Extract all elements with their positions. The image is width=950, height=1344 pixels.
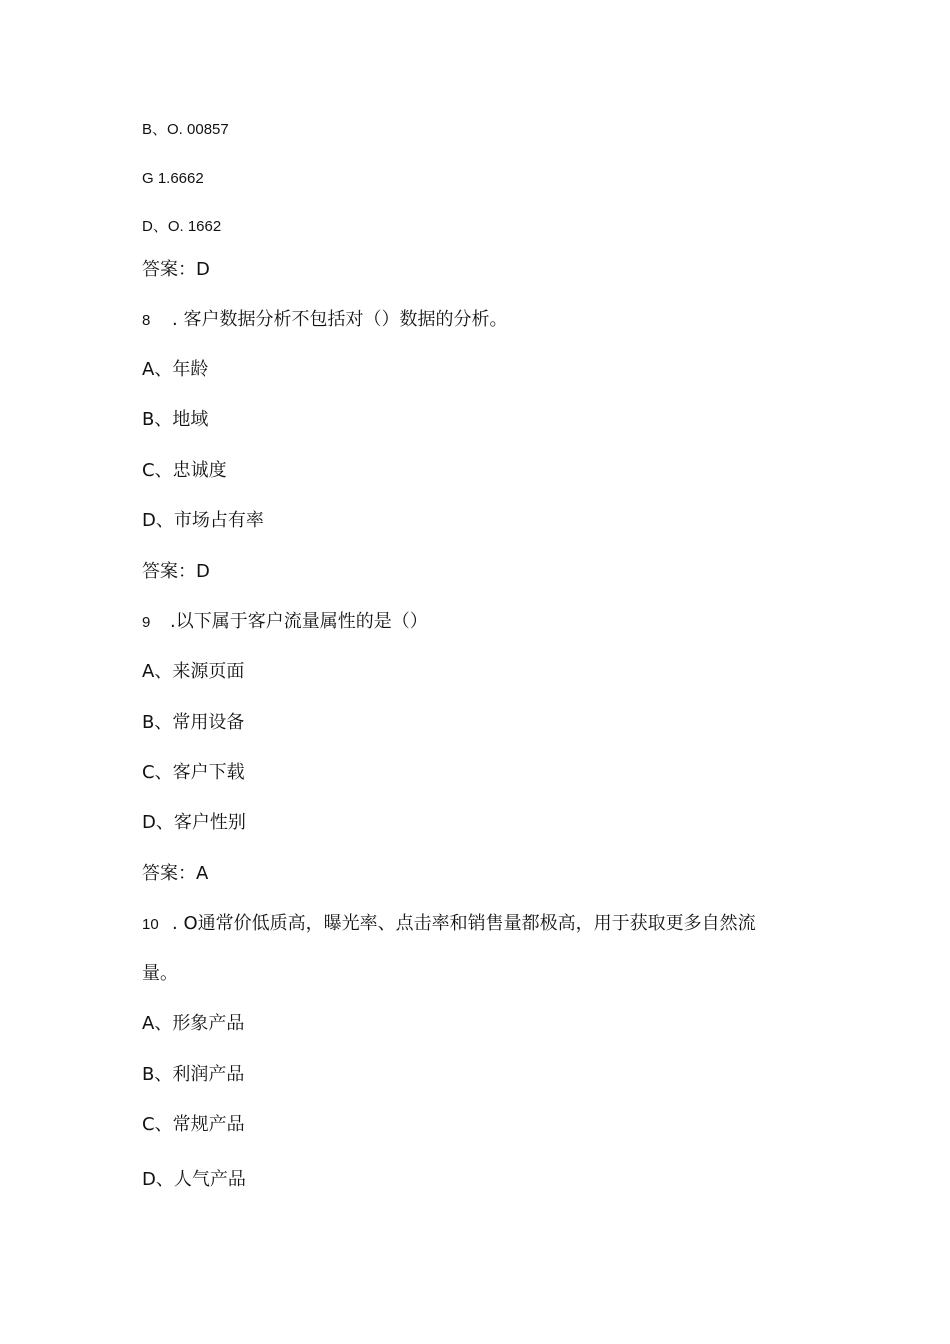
q10-option-b: B、利润产品 <box>142 1064 245 1085</box>
q10-stem-line2: 量。 <box>142 963 178 984</box>
q8-number: 8 <box>142 312 151 329</box>
q10-question <box>142 912 756 937</box>
q9-option-b: B、常用设备 <box>142 712 245 733</box>
q10-stem-line1: . O通常价低质高，曝光率、点击率和销售量都极高，用于获取更多自然流 <box>172 913 756 934</box>
q9-answer: 答案：A <box>142 863 209 884</box>
q7-option-b: B、O. 00857 <box>142 121 229 138</box>
q10-number: 10 <box>142 916 159 933</box>
q8-option-a: A、年龄 <box>142 359 209 380</box>
q7-option-d: D、O. 1662 <box>142 218 222 235</box>
q10-option-c: C、常规产品 <box>142 1114 245 1135</box>
q9-stem: .以下属于客户流量属性的是（） <box>170 611 428 632</box>
q10-option-d: D、人气产品 <box>142 1169 246 1190</box>
q8-option-b: B、地域 <box>142 409 209 430</box>
q9-option-c: C、客户下载 <box>142 762 245 783</box>
q10-option-a: A、形象产品 <box>142 1013 245 1034</box>
q7-answer: 答案：D <box>142 259 210 280</box>
q8-question <box>142 308 507 333</box>
q9-option-d: D、客户性别 <box>142 812 246 833</box>
q8-answer: 答案：D <box>142 561 210 582</box>
q9-question <box>142 610 428 635</box>
q7-option-c: G 1.6662 <box>142 170 204 187</box>
q8-option-d: D、市场占有率 <box>142 510 264 531</box>
q8-stem: . 客户数据分析不包括对（）数据的分析。 <box>172 309 508 330</box>
q9-option-a: A、来源页面 <box>142 661 245 682</box>
q9-number: 9 <box>142 614 151 631</box>
q8-option-c: C、忠诚度 <box>142 460 227 481</box>
